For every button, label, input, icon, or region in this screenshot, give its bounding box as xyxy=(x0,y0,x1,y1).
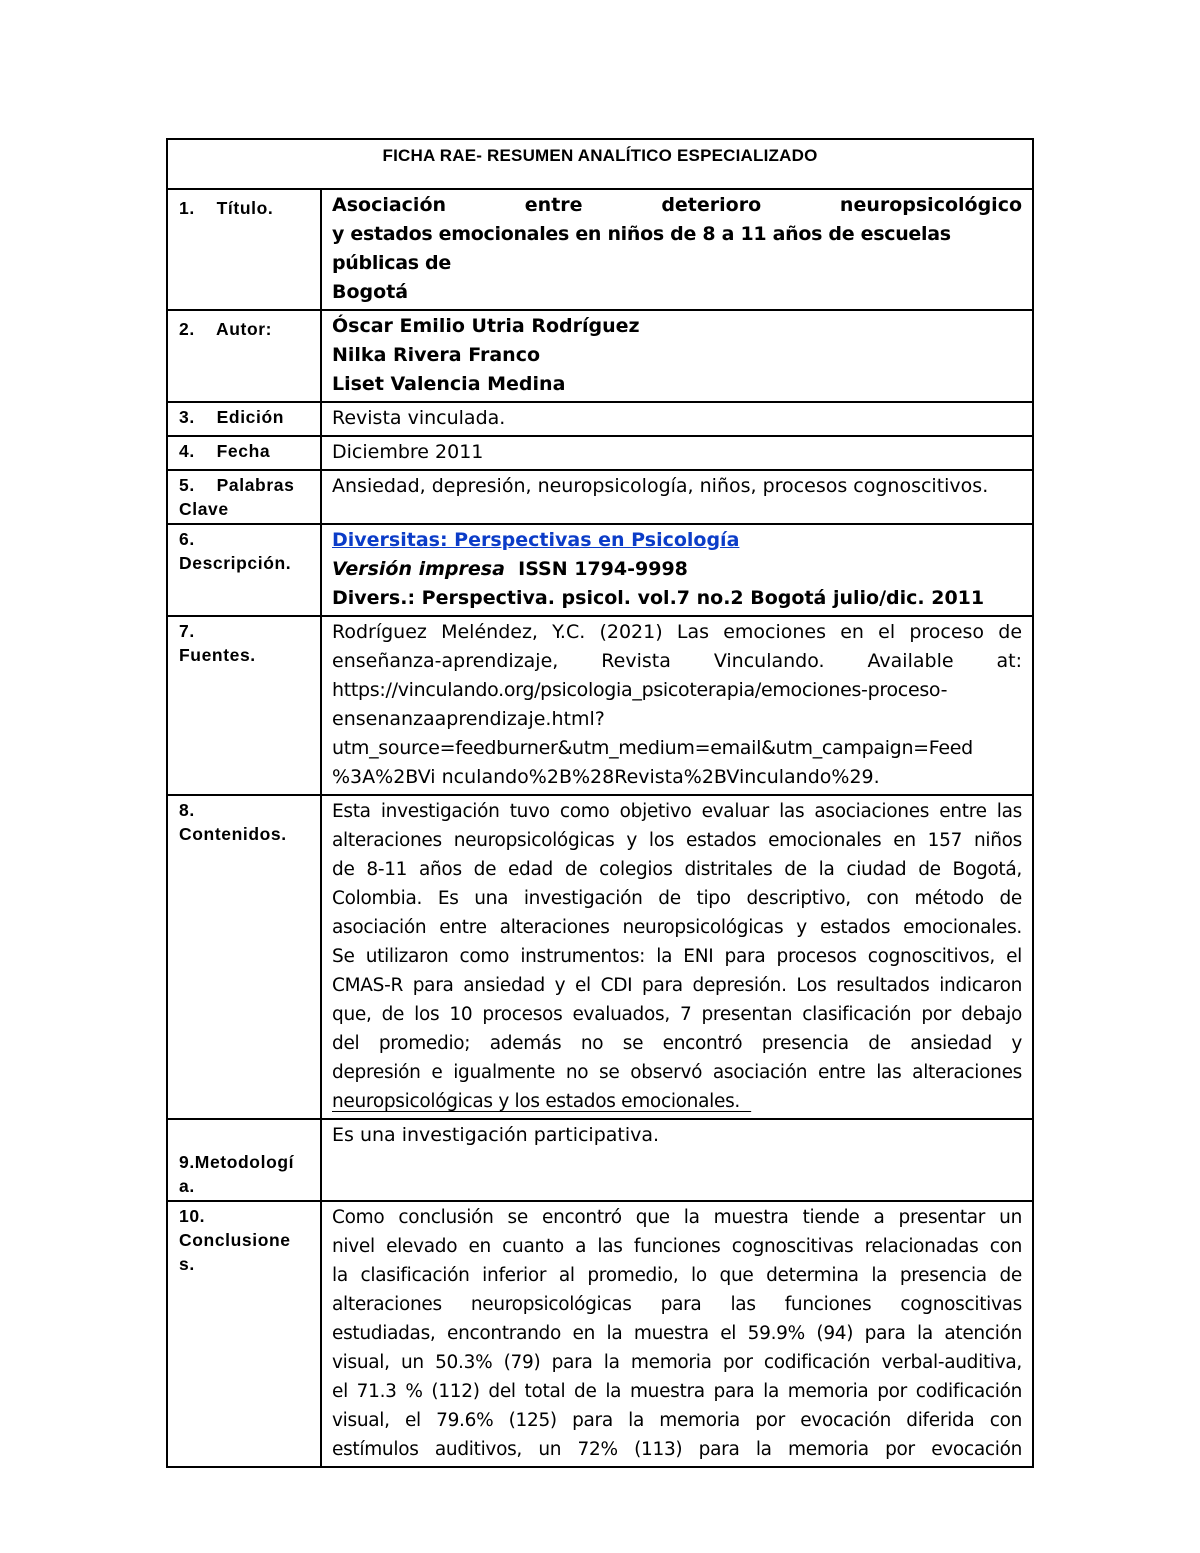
label-contenidos xyxy=(167,795,321,1119)
label-palabras-line-2: Clave xyxy=(179,499,229,519)
row-fuentes xyxy=(167,616,1033,795)
author-2: Nilka Rivera Franco xyxy=(332,344,541,366)
label-palabras-clave xyxy=(167,470,321,524)
value-descripcion xyxy=(321,524,1033,616)
value-titulo xyxy=(321,189,1033,310)
fuentes-line-1: Rodríguez Meléndez, Y.C. (2021) Las emociones en el proceso de xyxy=(332,621,1023,643)
conclusiones-line-4: alteraciones neuropsicológicas para las funciones cognoscitivas xyxy=(332,1294,1023,1315)
contenidos-line-8: que, de los 10 procesos evaluados, 7 presentan clasificación por debajo xyxy=(332,1004,1023,1025)
contenidos-line-3: de 8-11 años de edad de colegios distritales de la ciudad de Bogotá, xyxy=(332,859,1023,880)
value-autor xyxy=(321,310,1033,402)
conclusiones-line-3: la clasificación inferior al promedio, lo que determina la presencia de xyxy=(332,1265,1023,1286)
titulo-line-2: y estados emocionales en niños de 8 a 11 años de escuelas públicas de xyxy=(332,223,951,274)
row-edicion xyxy=(167,402,1033,436)
contenidos-line-11-text: neuropsicológicas y los estados emocionales. xyxy=(332,1091,740,1112)
value-edicion: Revista vinculada. xyxy=(321,402,1033,436)
label-conclusiones xyxy=(167,1201,321,1467)
titulo-line-1: Asociación entre deterioro neuropsicológico xyxy=(332,194,1023,216)
version-impresa: Versión impresa xyxy=(332,558,505,580)
value-fuentes xyxy=(321,616,1033,795)
label-fecha: 4. Fecha xyxy=(167,436,321,470)
header-row xyxy=(167,139,1033,189)
fuentes-line-5: utm_source=feedburner&utm_medium=email&utm_campaign=Feed xyxy=(332,737,973,759)
label-conclusiones-line-1: 10. xyxy=(179,1206,206,1226)
label-fuentes-line-2: Fuentes. xyxy=(179,645,256,665)
fuentes-line-2: enseñanza-aprendizaje, Revista Vinculando. Available at: xyxy=(332,650,1023,672)
conclusiones-line-1: Como conclusión se encontró que la muestra tiende a presentar un xyxy=(332,1207,1023,1228)
author-3: Liset Valencia Medina xyxy=(332,373,566,395)
table-title: FICHA RAE- RESUMEN ANALÍTICO ESPECIALIZADO xyxy=(167,139,1033,189)
contenidos-line-4: Colombia. Es una investigación de tipo descriptivo, con método de xyxy=(332,888,1023,909)
titulo-line-3: Bogotá xyxy=(332,281,409,303)
citation: Divers.: Perspectiva. psicol. vol.7 no.2 Bogotá julio/dic. 2011 xyxy=(332,587,985,609)
contenidos-line-7: CMAS-R para ansiedad y el CDI para depresión. Los resultados indicaron xyxy=(332,975,1023,996)
contenidos-line-2: alteraciones neuropsicológicas y los estados emocionales en 157 niños xyxy=(332,830,1023,851)
row-fecha xyxy=(167,436,1033,470)
author-1: Óscar Emilio Utria Rodríguez xyxy=(332,315,640,337)
value-conclusiones xyxy=(321,1201,1033,1467)
label-metodologia-line-1: 9.Metodologí xyxy=(179,1152,295,1172)
conclusiones-line-9: estímulos auditivos, un 72% (113) para la memoria por evocación xyxy=(332,1439,1023,1460)
label-edicion: 3. Edición xyxy=(167,402,321,436)
fuentes-line-6: %3A%2BVi nculando%2B%28Revista%2BVinculando%29. xyxy=(332,766,880,788)
label-descripcion-line-1: 6. xyxy=(179,529,195,549)
row-palabras-clave xyxy=(167,470,1033,524)
row-metodologia xyxy=(167,1119,1033,1201)
journal-link[interactable]: Diversitas: Perspectivas en Psicología xyxy=(332,529,740,551)
label-metodologia-line-2: a. xyxy=(179,1176,195,1196)
row-conclusiones xyxy=(167,1201,1033,1467)
conclusiones-line-8: visual, el 79.6% (125) para la memoria por evocación diferida con xyxy=(332,1410,1023,1431)
row-contenidos xyxy=(167,795,1033,1119)
contenidos-line-5: asociación entre alteraciones neuropsicológicas y estados emocionales. xyxy=(332,917,1023,938)
contenidos-line-6: Se utilizaron como instrumentos: la ENI para procesos cognoscitivos, el xyxy=(332,946,1023,967)
value-fecha: Diciembre 2011 xyxy=(321,436,1033,470)
contenidos-line-10: depresión e igualmente no se observó asociación entre las alteraciones xyxy=(332,1062,1023,1083)
rae-summary-table xyxy=(166,138,1034,1468)
label-fuentes-line-1: 7. xyxy=(179,621,195,641)
value-metodologia: Es una investigación participativa. xyxy=(321,1119,1033,1201)
label-descripcion-line-2: Descripción. xyxy=(179,553,292,573)
label-fuentes xyxy=(167,616,321,795)
issn: ISSN 1794-9998 xyxy=(518,558,688,580)
label-descripcion xyxy=(167,524,321,616)
label-metodologia xyxy=(167,1119,321,1201)
label-autor: 2. Autor: xyxy=(167,310,321,402)
contenidos-line-1: Esta investigación tuvo como objetivo evaluar las asociaciones entre las xyxy=(332,801,1023,822)
conclusiones-line-7: el 71.3 % (112) del total de la muestra para la memoria por codificación xyxy=(332,1381,1023,1402)
contenidos-line-11 xyxy=(332,1087,1022,1116)
value-palabras-clave: Ansiedad, depresión, neuropsicología, niños, procesos cognoscitivos. xyxy=(321,470,1033,524)
row-titulo xyxy=(167,189,1033,310)
label-titulo: 1. Título. xyxy=(167,189,321,310)
row-descripcion xyxy=(167,524,1033,616)
label-conclusiones-line-3: s. xyxy=(179,1254,195,1274)
fuentes-line-4: ensenanzaaprendizaje.html? xyxy=(332,708,605,730)
conclusiones-line-6: visual, un 50.3% (79) para la memoria por codificación verbal-auditiva, xyxy=(332,1352,1023,1373)
value-contenidos xyxy=(321,795,1033,1119)
row-autor xyxy=(167,310,1033,402)
label-contenidos-line-1: 8. xyxy=(179,800,195,820)
label-conclusiones-line-2: Conclusione xyxy=(179,1230,291,1250)
contenidos-line-9: del promedio; además no se encontró presencia de ansiedad y xyxy=(332,1033,1023,1054)
label-palabras-line-1: 5. Palabras xyxy=(179,475,295,495)
conclusiones-line-5: estudiadas, encontrando en la muestra el 59.9% (94) para la atención xyxy=(332,1323,1023,1344)
label-contenidos-line-2: Contenidos. xyxy=(179,824,287,844)
conclusiones-line-2: nivel elevado en cuanto a las funciones cognoscitivas relacionadas con xyxy=(332,1236,1023,1257)
fuentes-line-3: https://vinculando.org/psicologia_psicoterapia/emociones-proceso- xyxy=(332,679,948,701)
